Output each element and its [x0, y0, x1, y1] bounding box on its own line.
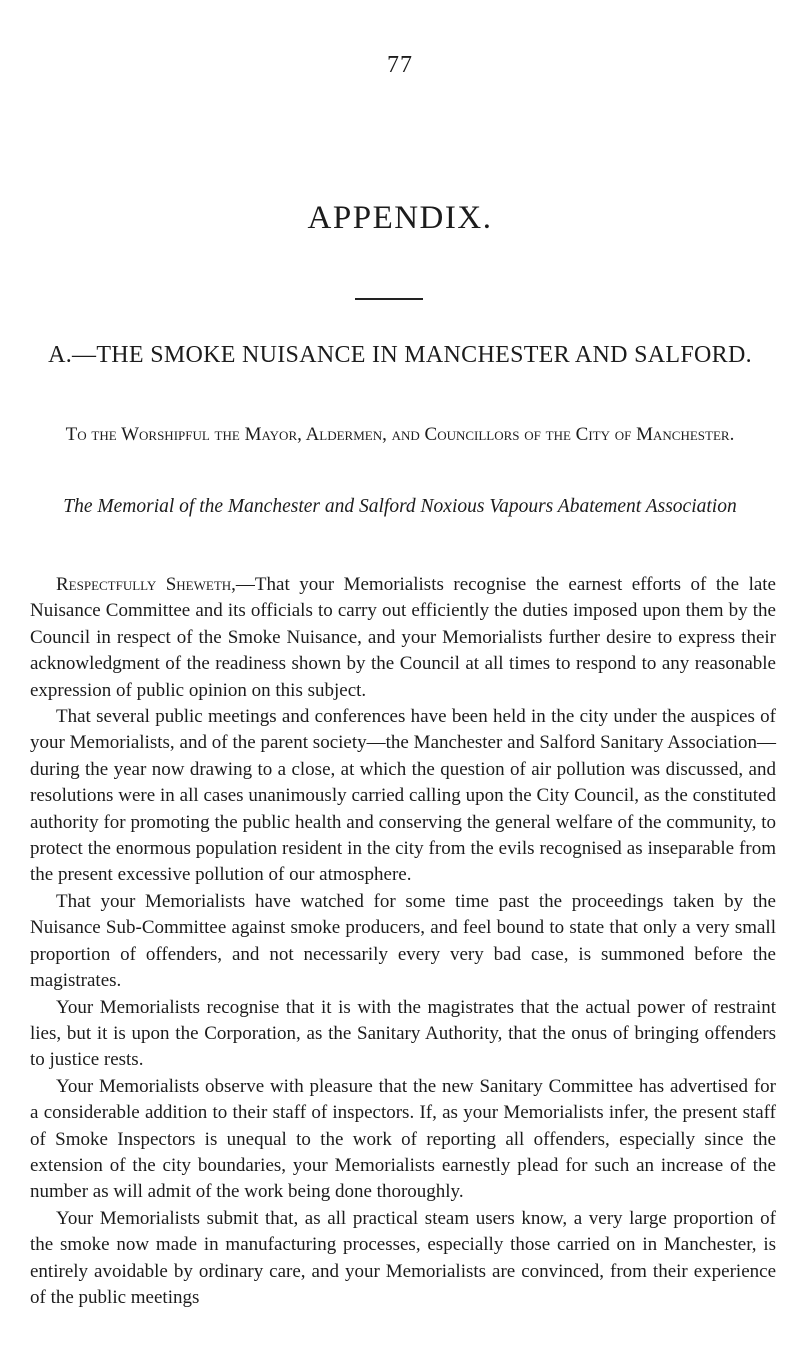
- paragraph: That your Memorialists have watched for some time past the proceedings taken by the Nuisance Sub-Committee against smoke producers, and feel bound to state that only a very small proportion of offenders, and not necessarily every very bad case, is summoned before the magistrates.: [30, 890, 776, 992]
- appendix-heading: APPENDIX.: [307, 200, 493, 236]
- memorial-title: The Memorial of the Manchester and Salford Noxious Vapours Abatement Association: [63, 496, 737, 517]
- paragraph-text: —That your Memorialists recognise the earnest efforts of the late Nuisance Committee and its officials to carry out efficiently the duties imposed upon them by the Council in respect of the Smoke Nuisance, and your Memorialists further desire to express their acknowledgment of the readiness shown by the Council at all times to respond to any reasonable expression of public opinion on this subject.: [30, 574, 776, 701]
- paragraph: Your Memorialists submit that, as all practical steam users know, a very large proportion of the smoke now made in manufacturing processes, especially those carried on in Manchester, is entirely avoidable by ordinary care, and your Memorialists are convinced, from their experience of the public meetings: [30, 1207, 776, 1308]
- paragraph: Your Memorialists recognise that it is with the magistrates that the actual power of restraint lies, but it is upon the Corporation, as the Sanitary Authority, that the onus of bringing offenders to justice rests.: [30, 996, 776, 1071]
- paragraph: [30, 572, 776, 704]
- paragraph: Your Memorialists observe with pleasure that the new Sanitary Committee has advertised for a considerable addition to their staff of inspectors. If, as your Memorialists infer, the present staff of Smoke Inspectors is unequal to the work of reporting all offenders, especially since the extension of the city boundaries, your Memorialists earnestly plead for such an increase of the number as will admit of the work being done thoroughly.: [30, 1075, 776, 1203]
- memorial-body: [30, 572, 776, 1311]
- page-number: 77: [387, 52, 413, 78]
- paragraph-lead: Respectfully Sheweth,: [56, 574, 236, 595]
- heading-divider: [355, 298, 423, 300]
- section-heading: A.—THE SMOKE NUISANCE IN MANCHESTER AND SALFORD.: [48, 342, 752, 368]
- paragraph: That several public meetings and conferences have been held in the city under the auspices of your Memorialists, and of the parent society—the Manchester and Salford Sanitary Association—during the year now drawing to a close, at which the question of air pollution was discussed, and resolutions were in all cases unanimously carried calling upon the City Council, as the constituted authority for promoting the public health and conserving the general welfare of the community, to protect the enormous population resident in the city from the evils recognised as inseparable from the present excessive pollution of our atmosphere.: [30, 706, 776, 886]
- address-line: To the Worshipful the Mayor, Aldermen, and Councillors of the City of Manchester.: [65, 424, 735, 445]
